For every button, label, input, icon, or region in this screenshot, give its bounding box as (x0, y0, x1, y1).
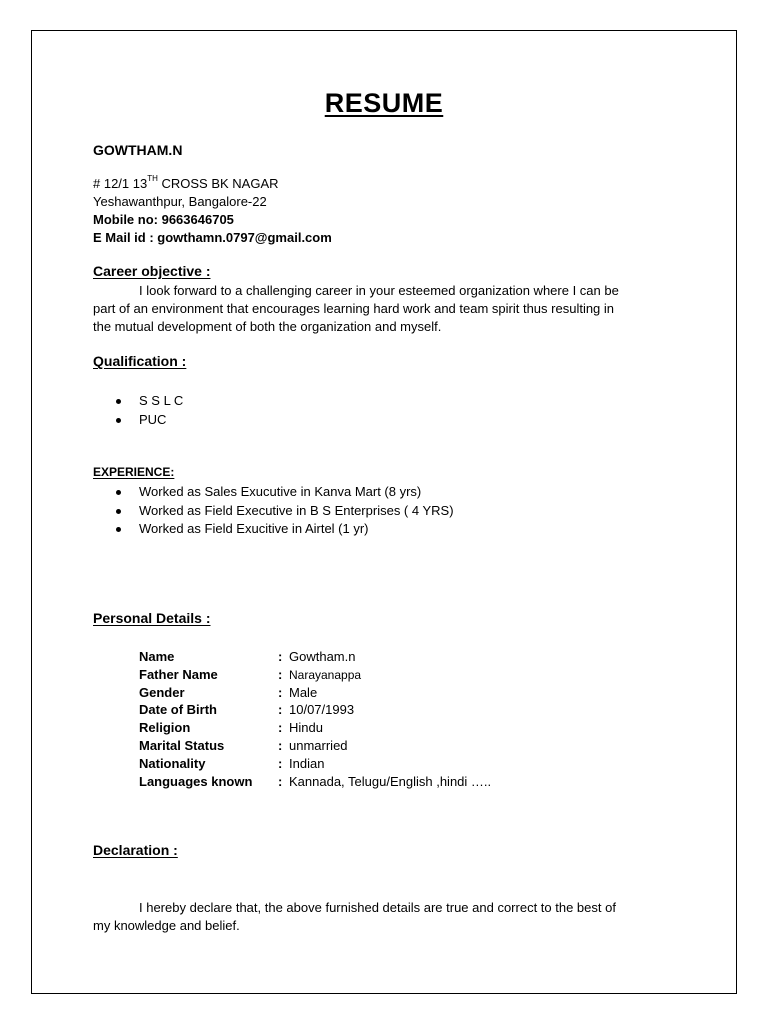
declaration-heading: Declaration : (93, 842, 178, 858)
detail-row-marital-status: Marital Status : unmarried (139, 737, 348, 753)
candidate-name: GOWTHAM.N (93, 142, 183, 158)
list-item: S S L C (93, 392, 183, 411)
bullet-icon (116, 399, 121, 404)
email-address: E Mail id : gowthamn.0797@gmail.com (93, 230, 332, 245)
list-item: Worked as Field Executive in B S Enterprises ( 4 YRS) (93, 502, 454, 521)
detail-row-gender: Gender : Male (139, 684, 318, 700)
bullet-icon (116, 490, 121, 495)
address-line-1: # 12/1 13TH CROSS BK NAGAR (93, 174, 279, 191)
career-objective-text: I look forward to a challenging career in your esteemed organization where I can be part of an environment that encourages learning hard work and team spirit thus resulting in the mutual development of both the organization and myself. (93, 283, 619, 334)
qualification-list (93, 392, 183, 429)
bullet-icon (116, 509, 121, 514)
detail-row-languages-known: Languages known : Kannada, Telugu/English ,hindi ….. (139, 773, 492, 789)
mobile-number: Mobile no: 9663646705 (93, 212, 234, 227)
list-item: Worked as Sales Exucutive in Kanva Mart (8 yrs) (93, 483, 454, 502)
career-objective-heading: Career objective : (93, 263, 211, 279)
qualification-heading: Qualification : (93, 353, 187, 369)
detail-row-name: Name : Gowtham.n (139, 649, 356, 664)
detail-row-date-of-birth: Date of Birth : 10/07/1993 (139, 702, 355, 718)
list-item: PUC (93, 411, 183, 430)
detail-row-nationality: Nationality : Indian (139, 755, 325, 771)
bullet-icon (116, 418, 121, 423)
personal-details-table (139, 648, 491, 790)
personal-details-heading: Personal Details : (93, 610, 211, 626)
declaration-text: I hereby declare that, the above furnished details are true and correct to the best of my knowledge and belief. (93, 900, 616, 933)
address-line-2: Yeshawanthpur, Bangalore-22 (93, 194, 267, 209)
experience-heading: EXPERIENCE: (93, 465, 175, 479)
experience-list (93, 483, 454, 539)
bullet-icon (116, 527, 121, 532)
resume-title: RESUME (324, 88, 444, 118)
detail-row-father-name: Father Name : Narayanappa (139, 666, 362, 682)
detail-row-religion: Religion : Hindu (139, 720, 323, 736)
list-item: Worked as Field Exucitive in Airtel (1 yr) (93, 520, 454, 539)
